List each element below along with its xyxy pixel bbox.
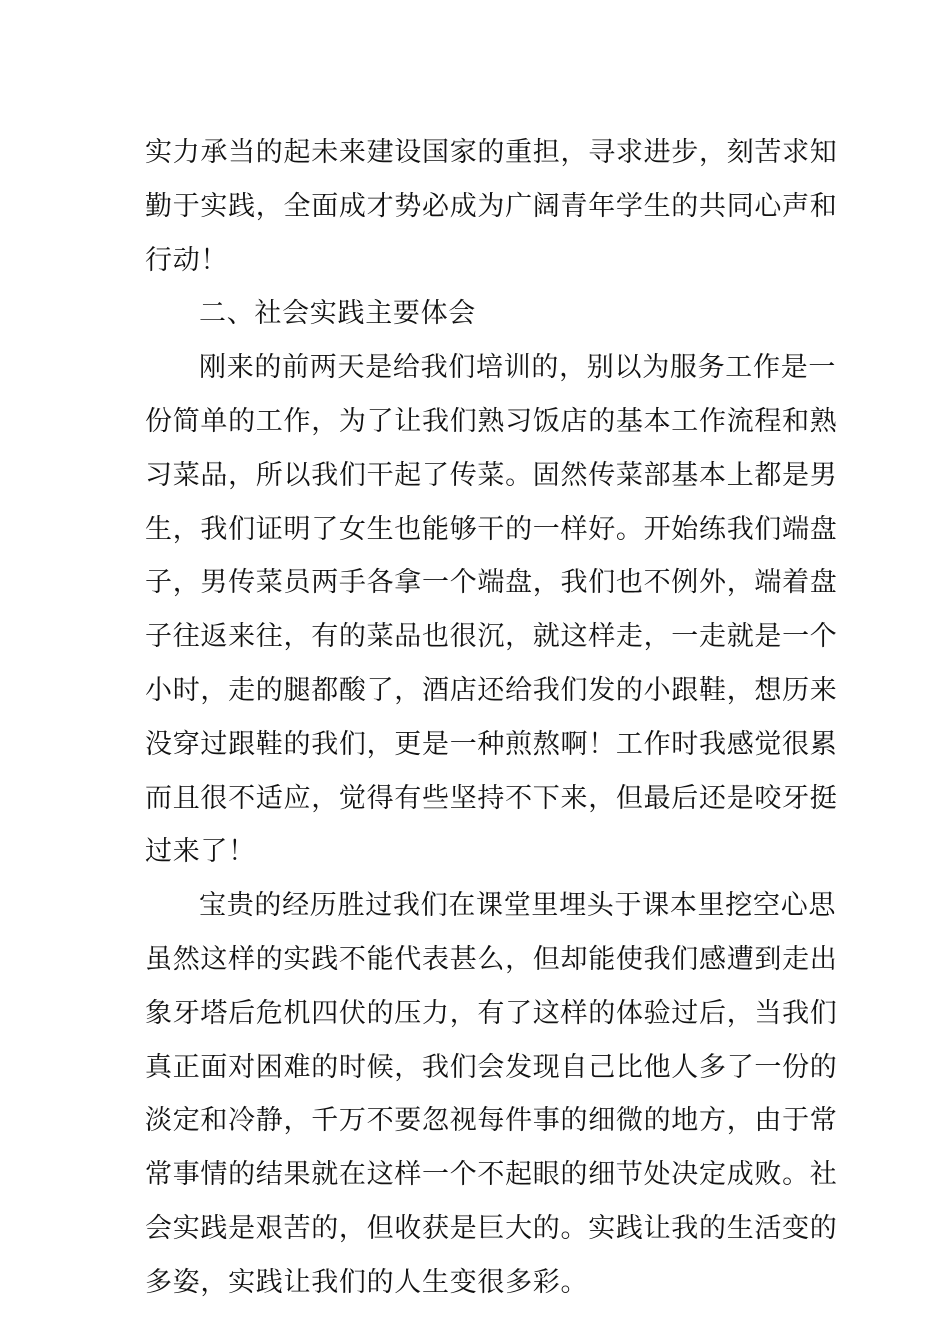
text-line: 实力承当的起未来建设国家的重担，寻求进步，刻苦求知 [145,137,838,168]
text-line: 子，男传菜员两手各拿一个端盘，我们也不例外，端着盘 [145,567,838,599]
text-line: 而且很不适应，觉得有些坚持不下来，但最后还是咬牙挺 [145,782,838,814]
text-line: 常事情的结果就在这样一个不起眼的细节处决定成败。社 [145,1159,838,1191]
text-line: 没穿过跟鞋的我们，更是一种煎熬啊！工作时我感觉很累 [145,728,838,760]
text-line: 刚来的前两天是给我们培训的，别以为服务工作是一 [199,352,837,384]
text-line: 真正面对困难的时候，我们会发现自己比他人多了一份的 [145,1051,838,1083]
text-line: 会实践是艰苦的，但收获是巨大的。实践让我的生活变的 [145,1212,838,1244]
text-line: 行动！ [145,244,229,276]
text-line: 淡定和冷静，千万不要忽视每件事的细微的地方，由于常 [145,1105,838,1137]
text-line: 过来了！ [145,836,256,868]
text-line: 生，我们证明了女生也能够干的一样好。开始练我们端盘 [145,513,838,545]
document-body [145,126,838,1310]
text-line: 虽然这样的实践不能代表甚么，但却能使我们感遭到走出 [145,943,838,975]
text-line: 象牙塔后危机四伏的压力，有了这样的体验过后，当我们 [145,997,838,1029]
section-heading: 二、社会实践主要体会 [199,298,476,330]
text-line: 习菜品，所以我们干起了传菜。固然传菜部基本上都是男 [145,459,838,491]
text-line: 宝贵的经历胜过我们在课堂里埋头于课本里挖空心思 [199,890,837,922]
text-line: 勤于实践，全面成才势必成为广阔青年学生的共同心声和 [145,190,838,222]
text-line: 份简单的工作，为了让我们熟习饭店的基本工作流程和熟 [145,405,838,437]
text-line: 多姿，实践让我们的人生变很多彩。 [145,1266,589,1298]
text-line: 子往返来往，有的菜品也很沉，就这样走，一走就是一个 [145,621,838,653]
text-line: 小时，走的腿都酸了，酒店还给我们发的小跟鞋，想历来 [145,674,838,706]
